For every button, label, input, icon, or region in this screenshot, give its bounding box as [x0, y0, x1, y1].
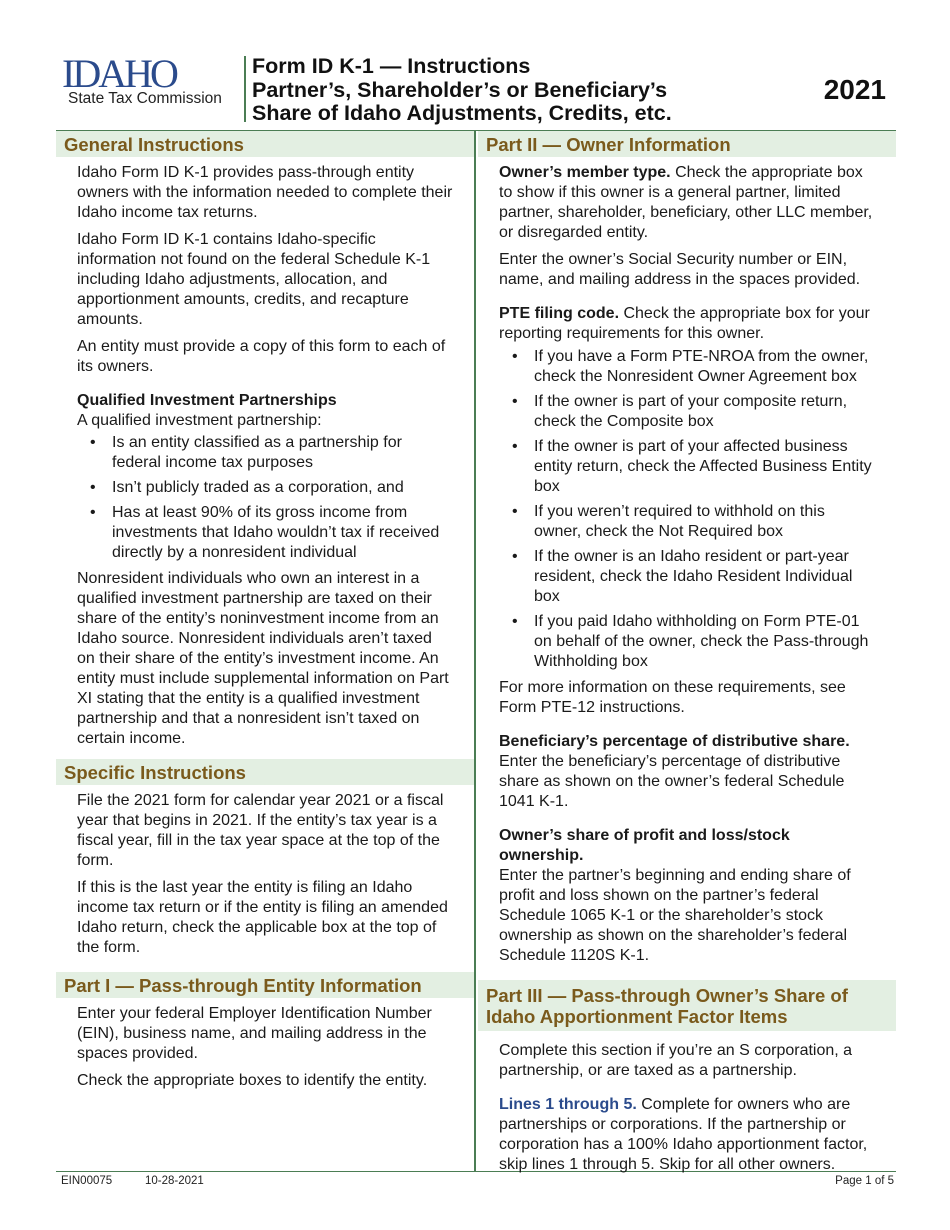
- owner-share-label: Owner’s share of profit and loss/stock ownership.: [499, 827, 790, 864]
- part3-body: [478, 1037, 896, 1175]
- logo-wordmark: IDAHO: [62, 51, 176, 96]
- paragraph: File the 2021 form for calendar year 2021 or a fiscal year that begins in 2021. If the entity’s tax year is a fiscal year, fill in the tax year space at the top of the form.: [77, 792, 444, 869]
- title-line-1: Form ID K-1 — Instructions: [252, 54, 531, 78]
- paragraph: For more information on these requirements, see Form PTE-12 instructions.: [499, 679, 846, 716]
- pte-filing-code-label: PTE filing code.: [499, 305, 620, 322]
- footer-date: 10-28-2021: [145, 1175, 204, 1187]
- paragraph: Idaho Form ID K-1 contains Idaho-specific information not found on the federal Schedule K-1 including Idaho adjustments, allocation, and apportionment amounts, credits, and recapture amounts.: [77, 231, 431, 328]
- list-item: • Is an entity classified as a partnership for federal income tax purposes: [77, 433, 454, 473]
- lines-1-5-label: Lines 1 through 5.: [499, 1096, 637, 1113]
- section-heading-specific: Specific Instructions: [56, 759, 474, 785]
- section-heading-part1: Part I — Pass-through Entity Information: [56, 972, 474, 998]
- footer-page-number: Page 1 of 5: [835, 1175, 894, 1187]
- header-divider: [244, 56, 246, 122]
- paragraph: Nonresident individuals who own an interest in a qualified investment partnership are taxed on their share of the entity’s noninvestment income from an Idaho source. Nonresident individuals aren’t taxed on their share of the entity’s investment income. An entity must include supplemental information on Part XI stating that the entity is a qualified investment partnership and that a nonresident isn’t taxed on certain income.: [77, 570, 449, 747]
- paragraph: [499, 304, 876, 344]
- qip-bullet-list: [77, 433, 454, 563]
- list-item: • If the owner is part of your affected business entity return, check the Affected Business Entity box: [499, 437, 876, 497]
- pte-filing-code-text: Check the appropriate box for your reporting requirements for this owner.: [499, 305, 870, 342]
- section-heading-part3: [478, 980, 896, 1031]
- document-title: [252, 55, 672, 126]
- list-item: • If you weren’t required to withhold on this owner, check the Not Required box: [499, 502, 876, 542]
- lines-1-5-text: Complete for owners who are partnerships or corporations. If the partnership or corporation has a 100% Idaho apportionment factor, skip lines 1 through 5. Skip for all other owners.: [499, 1096, 868, 1173]
- list-item: • Isn’t publicly traded as a corporation, and: [77, 478, 454, 498]
- part3-heading-line-2: Idaho Apportionment Factor Items: [486, 1006, 788, 1027]
- paragraph: An entity must provide a copy of this form to each of its owners.: [77, 338, 446, 375]
- column-divider: [474, 130, 476, 1172]
- left-column: [56, 131, 474, 1098]
- paragraph: Enter the partner’s beginning and ending share of profit and loss shown on the partner’s federal Schedule 1065 K-1 or the shareholder’s stock ownership as shown on the shareholder’s federal Schedule 1120S K-1.: [499, 867, 851, 964]
- paragraph: Idaho Form ID K-1 provides pass-through entity owners with the information needed to complete their Idaho income tax returns.: [77, 164, 453, 221]
- paragraph: Enter the beneficiary’s percentage of distributive share as shown on the owner’s federal Schedule 1041 K-1.: [499, 753, 845, 810]
- footer-form-code: EIN00075: [61, 1175, 113, 1187]
- part2-body: [478, 163, 896, 966]
- list-item: • If you have a Form PTE-NROA from the owner, check the Nonresident Owner Agreement box: [499, 347, 876, 387]
- part1-body: [56, 1004, 474, 1091]
- paragraph: Complete this section if you’re an S corporation, a partnership, or are taxed as a partnership.: [499, 1042, 853, 1079]
- title-line-2: Partner’s, Shareholder’s or Beneficiary’s: [252, 77, 668, 102]
- beneficiary-share-label: Beneficiary’s percentage of distributive share.: [499, 733, 850, 750]
- idaho-logo: [62, 51, 238, 112]
- section-heading-part2: Part II — Owner Information: [478, 131, 896, 157]
- member-type-label: Owner’s member type.: [499, 164, 671, 181]
- logo-subtitle: State Tax Commission: [68, 90, 222, 107]
- list-item: • If you paid Idaho withholding on Form PTE-01 on behalf of the owner, check the Pass-through Withholding box: [499, 612, 876, 672]
- paragraph: [499, 163, 876, 243]
- paragraph: Enter the owner’s Social Security number or EIN, name, and mailing address in the spaces provided.: [499, 251, 861, 288]
- tax-year: 2021: [823, 74, 886, 105]
- list-item: • Has at least 90% of its gross income from investments that Idaho wouldn’t tax if received directly by a nonresident individual: [77, 503, 454, 563]
- list-item: • If the owner is part of your composite return, check the Composite box: [499, 392, 876, 432]
- paragraph: If this is the last year the entity is filing an Idaho income tax return or if the entity is filing an amended Idaho return, check the applicable box at the top of the form.: [77, 879, 448, 956]
- paragraph: Enter your federal Employer Identification Number (EIN), business name, and mailing address in the spaces provided.: [77, 1005, 432, 1062]
- paragraph: [499, 1095, 876, 1175]
- subheading-qip: Qualified Investment Partnerships: [77, 392, 337, 409]
- paragraph: Check the appropriate boxes to identify the entity.: [77, 1072, 428, 1089]
- general-instructions-body: [56, 163, 474, 749]
- pte-bullet-list: [499, 347, 876, 672]
- title-line-3: Share of Idaho Adjustments, Credits, etc.: [252, 101, 672, 126]
- right-column: [478, 131, 896, 1182]
- part3-heading-line-1: Part III — Pass-through Owner’s Share of: [486, 985, 848, 1006]
- member-type-text: Check the appropriate box to show if this owner is a general partner, limited partner, shareholder, beneficiary, other LLC member, or disregarded entity.: [499, 164, 873, 241]
- qip-intro: A qualified investment partnership:: [77, 412, 322, 429]
- list-item: • If the owner is an Idaho resident or part-year resident, check the Idaho Resident Individual box: [499, 547, 876, 607]
- specific-instructions-body: [56, 791, 474, 958]
- section-heading-general: General Instructions: [56, 131, 474, 157]
